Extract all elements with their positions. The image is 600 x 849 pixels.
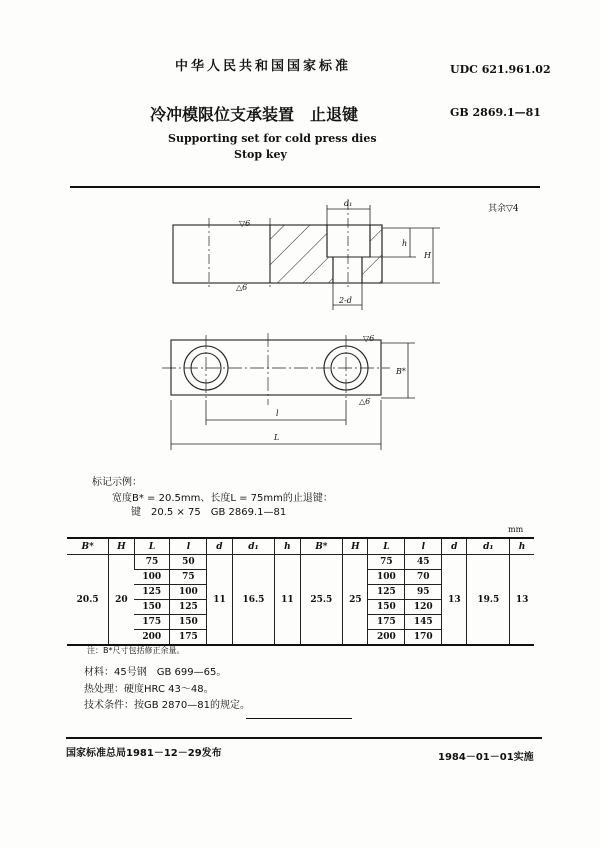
table-cell: 150 bbox=[134, 600, 170, 615]
table-cell: 70 bbox=[405, 570, 442, 585]
label-B: B* bbox=[396, 367, 406, 376]
column-header: B* bbox=[300, 538, 343, 555]
table-cell: 150 bbox=[368, 600, 405, 615]
table-cell: 200 bbox=[368, 630, 405, 646]
end-rule bbox=[246, 718, 352, 719]
table-cell: 125 bbox=[368, 585, 405, 600]
note: 注：B*尺寸包括修正余量。 bbox=[87, 646, 185, 655]
table-header-row bbox=[67, 538, 534, 555]
column-header: d₁ bbox=[232, 538, 275, 555]
table-row bbox=[67, 555, 534, 570]
column-header: h bbox=[510, 538, 534, 555]
table-cell: 13 bbox=[442, 555, 467, 646]
column-header: H bbox=[343, 538, 368, 555]
heat-treatment: 热处理：硬度HRC 43～48。 bbox=[84, 684, 214, 695]
top-view-outline bbox=[171, 340, 381, 395]
label-H: H bbox=[424, 251, 431, 260]
finish-bottom: △6 bbox=[236, 283, 248, 292]
finish-top-2: ▽6 bbox=[363, 334, 375, 343]
table-cell: 100 bbox=[134, 570, 170, 585]
footer-rule bbox=[66, 737, 542, 739]
table-cell: 100 bbox=[368, 570, 405, 585]
example-line-1: 宽度B* = 20.5mm、长度L = 75mm的止退键： bbox=[112, 493, 333, 504]
table-cell: 75 bbox=[368, 555, 405, 570]
table-cell: 45 bbox=[405, 555, 442, 570]
column-header: l bbox=[405, 538, 442, 555]
table-cell: 175 bbox=[368, 615, 405, 630]
table-cell: 95 bbox=[405, 585, 442, 600]
table-cell: 175 bbox=[134, 615, 170, 630]
table-cell: 25 bbox=[343, 555, 368, 646]
material: 材料：45号钢 GB 699—65。 bbox=[84, 667, 227, 678]
title-cn: 冷冲模限位支承装置 止退键 bbox=[150, 105, 359, 124]
table-cell: 20.5 bbox=[76, 594, 99, 605]
org-name: 中华人民共和国国家标准 bbox=[175, 59, 352, 74]
subtitle-en: Stop key bbox=[234, 148, 287, 161]
column-header: L bbox=[368, 538, 405, 555]
dimension-table bbox=[67, 537, 534, 646]
table-cell: 145 bbox=[405, 615, 442, 630]
table-cell: 175 bbox=[170, 630, 207, 646]
table-cell: 100 bbox=[170, 585, 207, 600]
column-header: h bbox=[275, 538, 300, 555]
column-header: d₁ bbox=[467, 538, 510, 555]
effective-date: 1984－01－01实施 bbox=[438, 752, 534, 763]
table-cell: 50 bbox=[170, 555, 207, 570]
table-cell: 13 bbox=[510, 555, 534, 646]
issue-date: 国家标准总局1981－12－29发布 bbox=[66, 748, 222, 759]
table-cell: 19.5 bbox=[467, 555, 510, 646]
table-cell: 200 bbox=[142, 632, 162, 642]
finish-top: ▽6 bbox=[239, 219, 251, 228]
label-h: h bbox=[402, 239, 408, 248]
table-cell: 11 bbox=[207, 555, 232, 646]
example-heading: 标记示例： bbox=[92, 477, 142, 488]
table-cell: 25.5 bbox=[300, 555, 343, 646]
table-cell: 170 bbox=[405, 630, 442, 646]
standard-number: GB 2869.1—81 bbox=[450, 106, 541, 119]
table-cell: 16.5 bbox=[232, 555, 275, 646]
table-cell: 125 bbox=[170, 600, 207, 615]
table-cell: 75 bbox=[170, 570, 207, 585]
table-cell: 125 bbox=[134, 585, 170, 600]
column-header: H bbox=[109, 538, 134, 555]
finish-bottom-2: △6 bbox=[359, 397, 371, 406]
technical-conditions: 技术条件：按GB 2870—81的规定。 bbox=[84, 700, 250, 711]
column-header: l bbox=[170, 538, 207, 555]
table-cell: 11 bbox=[275, 555, 300, 646]
title-en: Supporting set for cold press dies bbox=[168, 132, 377, 145]
column-header: L bbox=[134, 538, 170, 555]
table-cell: 75 bbox=[134, 555, 170, 570]
table-cell: 150 bbox=[170, 615, 207, 630]
unit-label: mm bbox=[508, 525, 524, 534]
column-header: B* bbox=[67, 538, 109, 555]
column-header: d bbox=[207, 538, 232, 555]
table-cell: 120 bbox=[405, 600, 442, 615]
label-l: l bbox=[276, 409, 279, 418]
example-line-2: 键 20.5 × 75 GB 2869.1—81 bbox=[131, 507, 287, 518]
label-2d: 2-d bbox=[339, 296, 352, 305]
label-L: L bbox=[274, 433, 280, 442]
table-cell: 20 bbox=[109, 555, 134, 646]
column-header: d bbox=[442, 538, 467, 555]
label-d1: d₁ bbox=[344, 199, 353, 208]
surface-note: 其余▽4 bbox=[488, 204, 519, 214]
udc-code: UDC 621.961.02 bbox=[450, 63, 551, 76]
